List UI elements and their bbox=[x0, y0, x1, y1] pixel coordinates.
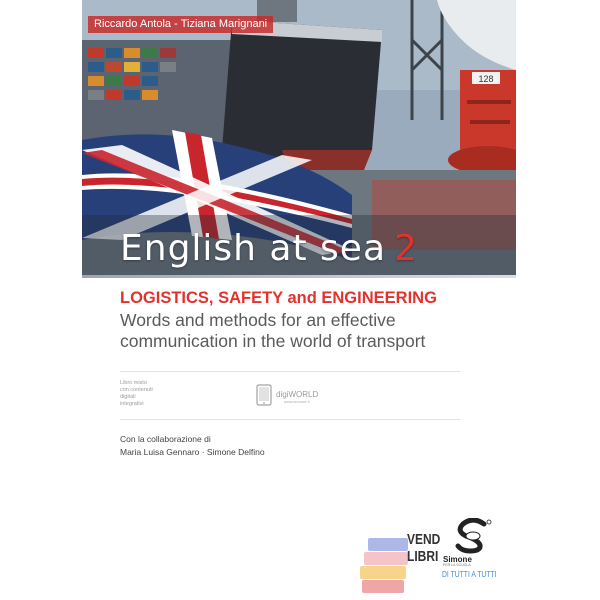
digital-note-line: digitali bbox=[120, 394, 136, 400]
collaborators: Maria Luisa Gennaro · Simone Delfino bbox=[120, 447, 265, 457]
badge-line-2: LIBRI bbox=[407, 548, 439, 565]
tablet-icon bbox=[256, 384, 274, 408]
badge-brand: Simone bbox=[443, 555, 472, 564]
digital-note-line: integrativi bbox=[120, 401, 144, 407]
book-stack-icon bbox=[368, 538, 408, 551]
book-subtitle: LOGISTICS, SAFETY and ENGINEERING bbox=[120, 289, 437, 307]
banner-divider bbox=[82, 275, 516, 278]
badge-brand-sub: PER LA SCUOLA bbox=[443, 563, 471, 567]
book-description bbox=[120, 310, 510, 352]
digital-note-line: Libro misto bbox=[120, 380, 147, 386]
authors-label bbox=[88, 16, 273, 33]
title-volume: 2 bbox=[394, 228, 418, 269]
digital-note-line: con contenuti bbox=[120, 387, 153, 393]
author-1: Riccardo Antola bbox=[94, 18, 172, 30]
digiworld-logo bbox=[256, 382, 336, 410]
book-title bbox=[120, 228, 418, 269]
authors-separator: - bbox=[174, 18, 178, 30]
badge-tagline: DI TUTTI A TUTTI bbox=[442, 570, 497, 579]
book-cover bbox=[82, 0, 516, 600]
description-line-2: communication in the world of transport bbox=[120, 331, 426, 351]
buoy-number: 128 bbox=[478, 74, 494, 84]
book-stack-icon bbox=[362, 580, 404, 593]
author-2: Tiziana Marignani bbox=[180, 18, 268, 30]
collaboration-label: Con la collaborazione di bbox=[120, 434, 211, 444]
book-stack-icon bbox=[364, 552, 408, 565]
description-line-1: Words and methods for an effective bbox=[120, 310, 396, 330]
divider-top bbox=[120, 371, 460, 372]
digital-content-note bbox=[120, 380, 180, 408]
book-stack-icon bbox=[360, 566, 406, 579]
divider-bottom bbox=[120, 419, 460, 420]
seller-badge bbox=[350, 500, 500, 595]
simone-logo-icon bbox=[454, 518, 492, 554]
digiworld-logo-text: digiWORLD bbox=[276, 390, 319, 399]
digiworld-logo-sub: www.simone.it bbox=[284, 399, 310, 404]
cover-photo bbox=[82, 0, 516, 275]
badge-line-1: VEND bbox=[407, 531, 441, 548]
title-main: English at sea bbox=[120, 228, 387, 269]
